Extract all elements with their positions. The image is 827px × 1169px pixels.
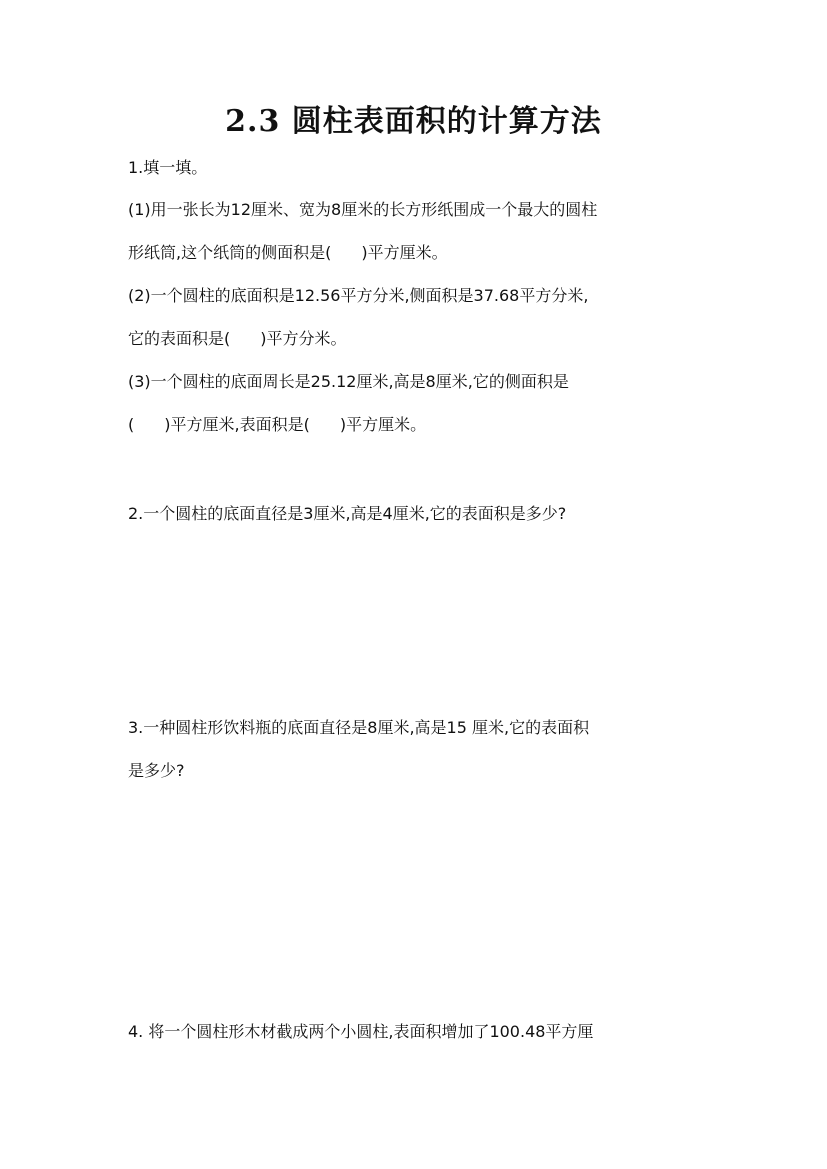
question-1-3-line-2 (128, 413, 426, 437)
question-1-1-text-before-blank: 形纸筒,这个纸筒的侧面积是( (128, 243, 332, 262)
question-1-heading: 1.填一填。 (128, 158, 208, 177)
question-4-line-1: 4. 将一个圆柱形木材截成两个小圆柱,表面积增加了100.48平方厘 (128, 1022, 594, 1041)
question-3-line-1: 3.一种圆柱形饮料瓶的底面直径是8厘米,高是15 厘米,它的表面积 (128, 718, 590, 737)
question-1-3-text-before-blank-a: ( (128, 415, 135, 434)
question-1-2-text-after-blank: )平方分米。 (260, 329, 347, 348)
question-1-2-text-before-blank: 它的表面积是( (128, 329, 231, 348)
question-1-3-line-1: (3)一个圆柱的底面周长是25.12厘米,高是8厘米,它的侧面积是 (128, 372, 569, 391)
question-1-1-line-2 (128, 241, 448, 265)
question-1-3-text-after-blank-b: )平方厘米。 (339, 415, 427, 434)
question-2-line-1: 2.一个圆柱的底面直径是3厘米,高是4厘米,它的表面积是多少? (128, 504, 567, 523)
question-1-2-line-1: (2)一个圆柱的底面积是12.56平方分米,侧面积是37.68平方分米, (128, 286, 589, 305)
question-1-2-line-2 (128, 327, 347, 351)
question-1-1-text-after-blank: )平方厘米。 (361, 243, 448, 262)
question-1-3-text-between-blanks: )平方厘米,表面积是( (164, 415, 310, 434)
page-title: 2.3 圆柱表面积的计算方法 (225, 104, 602, 139)
question-3-line-2: 是多少? (128, 761, 185, 780)
question-1-1-line-1: (1)用一张长为12厘米、宽为8厘米的长方形纸围成一个最大的圆柱 (128, 200, 598, 219)
